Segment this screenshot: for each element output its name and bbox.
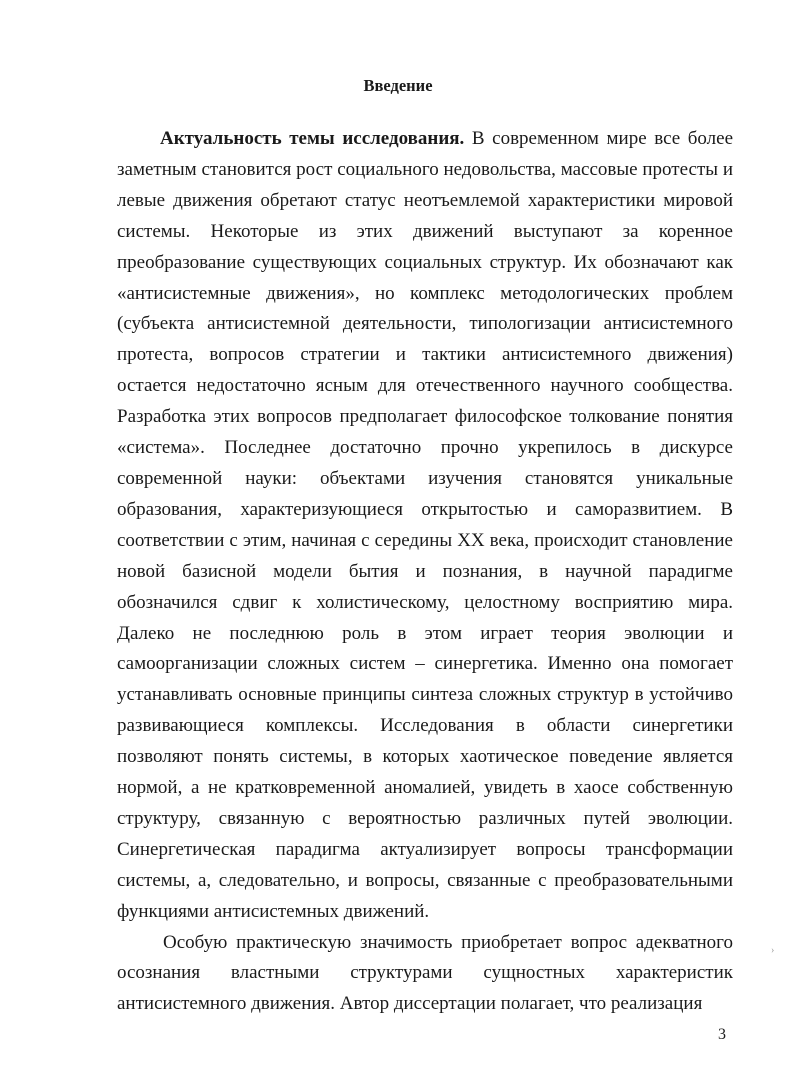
page-title: Введение — [363, 76, 433, 95]
page-number: 3 — [718, 1026, 726, 1043]
margin-mark: › — [771, 945, 775, 956]
paragraph-relevance — [117, 124, 733, 928]
body-text — [117, 124, 733, 1020]
paragraph-text: Особую практическую значимость приобретает вопрос адекватного осознания властными структурами сущностных характеристик антисистемного движения. Автор диссертации полагает, что реализация — [117, 931, 733, 1015]
paragraph-lead: Актуальность темы исследования. — [160, 128, 465, 149]
paragraph-text: В современном мире все более заметным становится рост социального недовольства, массовые протесты и левые движения обретают статус неотъемлемой характеристики мировой системы. Некоторые из этих движений выступают за коренное преобразование существующих социальных структур. Их обозначают как «антисистемные движения», но комплекс методологических проблем (субъекта антисистемной деятельности, типологизации антисистемного протеста, вопросов стратегии и тактики антисистемного движения) остается недостаточно ясным для отечественного научного сообщества. Разработка этих вопросов предполагает философское толкование понятия «система». Последнее достаточно прочно укрепилось в дискурсе современной науки: объектами изучения становятся уникальные образования, характеризующиеся открытостью и саморазвитием. В соответствии с этим, начиная с середины XX века, происходит становление новой базисной модели бытия и познания, в научной парадигме обозначился сдвиг к холистическому, целостному восприятию мира. Далеко не последнюю роль в этом играет теория эволюции и самоорганизации сложных систем – синергетика. Именно она помогает устанавливать основные принципы синтеза сложных структур в устойчиво развивающиеся комплексы. Исследования в области синергетики позволяют понять системы, в которых хаотическое поведение является нормой, а не кратковременной аномалией, увидеть в хаосе собственную структуру, связанную с вероятностью различных путей эволюции. Синергетическая парадигма актуализирует вопросы трансформации системы, а, следовательно, и вопросы, связанные с преобразовательными функциями антисистемных движений. — [117, 128, 734, 922]
paragraph-practical-significance — [117, 928, 733, 1021]
